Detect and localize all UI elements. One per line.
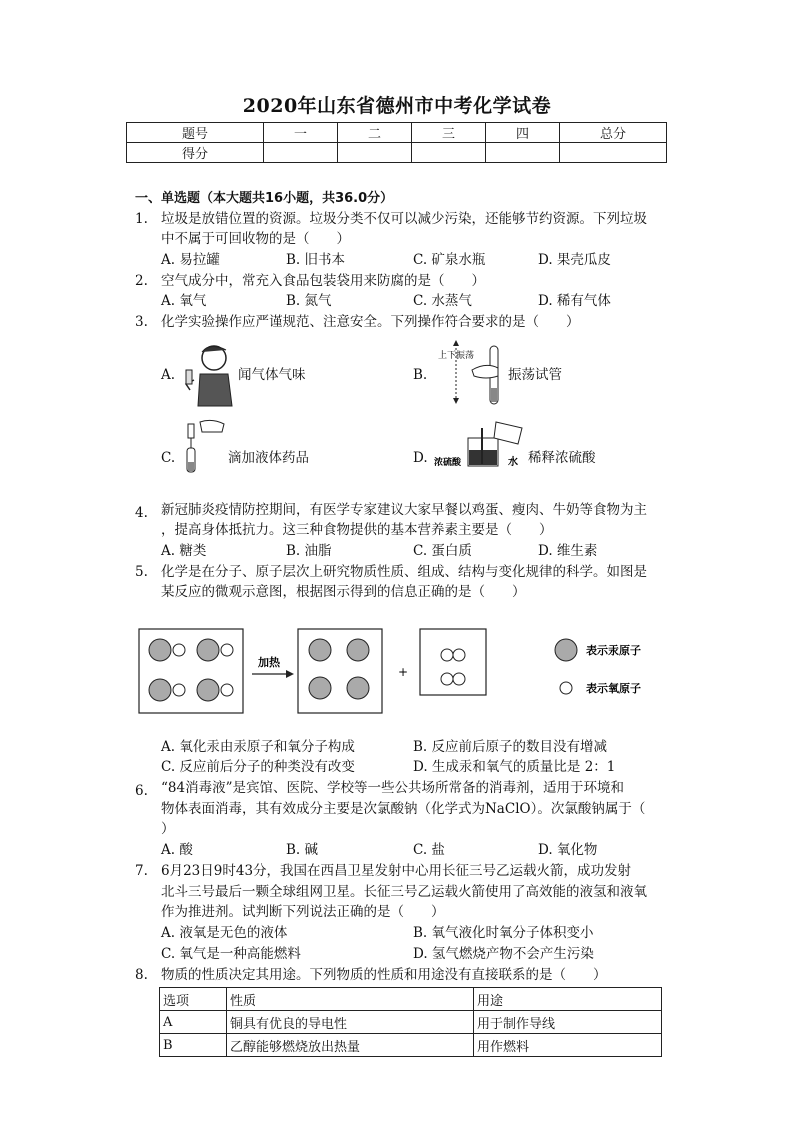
table-cell: 二	[338, 123, 412, 143]
table-cell: 总分	[560, 123, 667, 143]
property-use-table	[159, 987, 662, 1057]
option-c[interactable]: C. 盐	[413, 842, 445, 858]
score-table-row	[127, 123, 667, 143]
reaction-diagram	[136, 624, 666, 716]
option-b[interactable]: B. 油脂	[286, 543, 332, 559]
question-text: 垃圾是放错位置的资源。垃圾分类不仅可以减少污染，还能够节约资源。下列垃圾	[161, 211, 647, 227]
table-row	[160, 1011, 662, 1034]
table-cell: 得分	[127, 143, 264, 163]
table-row	[160, 988, 662, 1011]
table-cell: 用途	[474, 988, 662, 1011]
option-a[interactable]: A. 氧化汞由汞原子和氧分子构成	[161, 739, 355, 755]
question-number: 3.	[135, 314, 148, 330]
table-cell: 一	[264, 123, 338, 143]
option-d[interactable]: D. 稀有气体	[538, 293, 611, 309]
table-cell: B	[160, 1034, 227, 1057]
page-title: 2020年山东省德州市中考化学试卷	[242, 95, 552, 117]
question-text: 物质的性质决定其用途。下列物质的性质和用途没有直接联系的是（ ）	[161, 967, 607, 983]
legend-o-icon	[560, 682, 572, 694]
question-text: 化学实验操作应严谨规范、注意安全。下列操作符合要求的是（ ）	[161, 314, 580, 330]
question-text: 新冠肺炎疫情防控期间，有医学专家建议大家早餐以鸡蛋、瘦肉、牛奶等食物为主	[161, 502, 647, 518]
table-cell: 用于制作导线	[474, 1011, 662, 1034]
option-c[interactable]: C.	[161, 450, 176, 466]
question-text: 6月23日9时43分，我国在西昌卫星发射中心用长征三号乙运载火箭，成功发射	[161, 863, 632, 879]
option-a[interactable]: A. 液氧是无色的液体	[161, 925, 288, 941]
question-number: 1.	[135, 211, 148, 227]
table-cell[interactable]	[486, 143, 560, 163]
hg-atom	[309, 677, 331, 699]
drop-liquid-illustration	[182, 418, 228, 474]
question-text: 空气成分中，常充入食品包装袋用来防腐的是（ ）	[161, 273, 485, 289]
table-cell: 用作燃料	[474, 1034, 662, 1057]
table-cell[interactable]	[412, 143, 486, 163]
option-a-label: 闻气体气味	[238, 367, 306, 383]
option-c[interactable]: C. 氧气是一种高能燃料	[161, 946, 301, 962]
smell-gas-illustration	[180, 340, 240, 408]
option-d[interactable]: D.	[413, 450, 428, 466]
option-a[interactable]: A. 易拉罐	[161, 252, 220, 268]
legend-hg-label: 表示汞原子	[586, 644, 641, 657]
table-cell[interactable]	[338, 143, 412, 163]
option-b-label: 振荡试管	[508, 367, 562, 383]
score-table	[126, 122, 667, 163]
option-b[interactable]: B. 碱	[286, 842, 319, 858]
question-text: 化学是在分子、原子层次上研究物质性质、组成、结构与变化规律的科学。如图是	[161, 564, 647, 580]
shake-tube-illustration	[436, 340, 508, 410]
legend-o-label: 表示氧原子	[586, 682, 641, 695]
option-a[interactable]: A. 氧气	[161, 293, 207, 309]
question-text: ，提高身体抵抗力。这三种食物提供的基本营养素主要是（ ）	[161, 522, 553, 538]
option-d-label: 稀释浓硫酸	[528, 450, 596, 466]
option-d[interactable]: D. 果壳瓜皮	[538, 252, 611, 268]
hg-atom	[347, 639, 369, 661]
table-cell: A	[160, 1011, 227, 1034]
table-cell[interactable]	[264, 143, 338, 163]
question-text: 作为推进剂。试判断下列说法正确的是（ ）	[161, 904, 445, 920]
section-heading: 一、单选题（本大题共16小题，共36.0分）	[135, 191, 394, 206]
question-text: 物体表面消毒，其有效成分主要是次氯酸钠（化学式为NaClO）。次氯酸钠属于（	[161, 801, 646, 817]
option-d[interactable]: D. 氧化物	[538, 842, 598, 858]
vertical-label: 上下振荡	[438, 351, 475, 361]
water-label: 水	[508, 457, 518, 468]
question-number: 4.	[135, 505, 148, 521]
question-text: 北斗三号最后一颗全球组网卫星。长征三号乙运载火箭使用了高效能的液氢和液氧	[161, 884, 647, 900]
option-c-label: 滴加液体药品	[228, 450, 309, 466]
score-table-row	[127, 143, 667, 163]
table-cell: 选项	[160, 988, 227, 1011]
question-text: 某反应的微观示意图，根据图示得到的信息正确的是（ ）	[161, 584, 526, 600]
table-cell: 乙醇能够燃烧放出热量	[227, 1034, 474, 1057]
option-b[interactable]: B. 氮气	[286, 293, 332, 309]
option-b[interactable]: B.	[413, 367, 428, 383]
heat-label: 加热	[258, 656, 280, 669]
option-c[interactable]: C. 水蒸气	[413, 293, 472, 309]
option-c[interactable]: C. 蛋白质	[413, 543, 472, 559]
question-text: ）	[161, 821, 175, 837]
option-a[interactable]: A. 糖类	[161, 543, 207, 559]
legend-hg-icon	[555, 639, 577, 661]
question-number: 7.	[135, 863, 148, 879]
option-a[interactable]: A. 酸	[161, 842, 193, 858]
table-cell[interactable]	[560, 143, 667, 163]
option-d[interactable]: D. 生成汞和氧气的质量比是 2：1	[413, 759, 616, 775]
table-cell: 三	[412, 123, 486, 143]
table-cell: 性质	[227, 988, 474, 1011]
question-number: 2.	[135, 273, 148, 289]
table-cell: 题号	[127, 123, 264, 143]
question-number: 5.	[135, 564, 148, 580]
option-a[interactable]: A.	[161, 367, 176, 383]
option-b[interactable]: B. 反应前后原子的数目没有增减	[413, 739, 608, 755]
plus-sign: +	[398, 665, 409, 679]
table-row	[160, 1034, 662, 1057]
hg-atom	[347, 677, 369, 699]
option-d[interactable]: D. 维生素	[538, 543, 598, 559]
question-number: 8.	[135, 967, 148, 983]
hg-atom	[309, 639, 331, 661]
question-text: “84消毒液”是宾馆、医院、学校等一些公共场所常备的消毒剂，适用于环境和	[161, 780, 624, 796]
question-text: 中不属于可回收物的是（ ）	[161, 231, 350, 247]
option-c[interactable]: C. 矿泉水瓶	[413, 252, 486, 268]
option-b[interactable]: B. 氧气液化时氧分子体积变小	[413, 925, 594, 941]
question-number: 6.	[135, 783, 148, 799]
table-cell: 铜具有优良的导电性	[227, 1011, 474, 1034]
option-c[interactable]: C. 反应前后分子的种类没有改变	[161, 759, 355, 775]
acid-label: 浓硫酸	[434, 458, 462, 468]
table-cell: 四	[486, 123, 560, 143]
option-b[interactable]: B. 旧书本	[286, 252, 346, 268]
dilute-acid-illustration	[430, 418, 530, 468]
option-d[interactable]: D. 氢气燃烧产物不会产生污染	[413, 946, 594, 962]
